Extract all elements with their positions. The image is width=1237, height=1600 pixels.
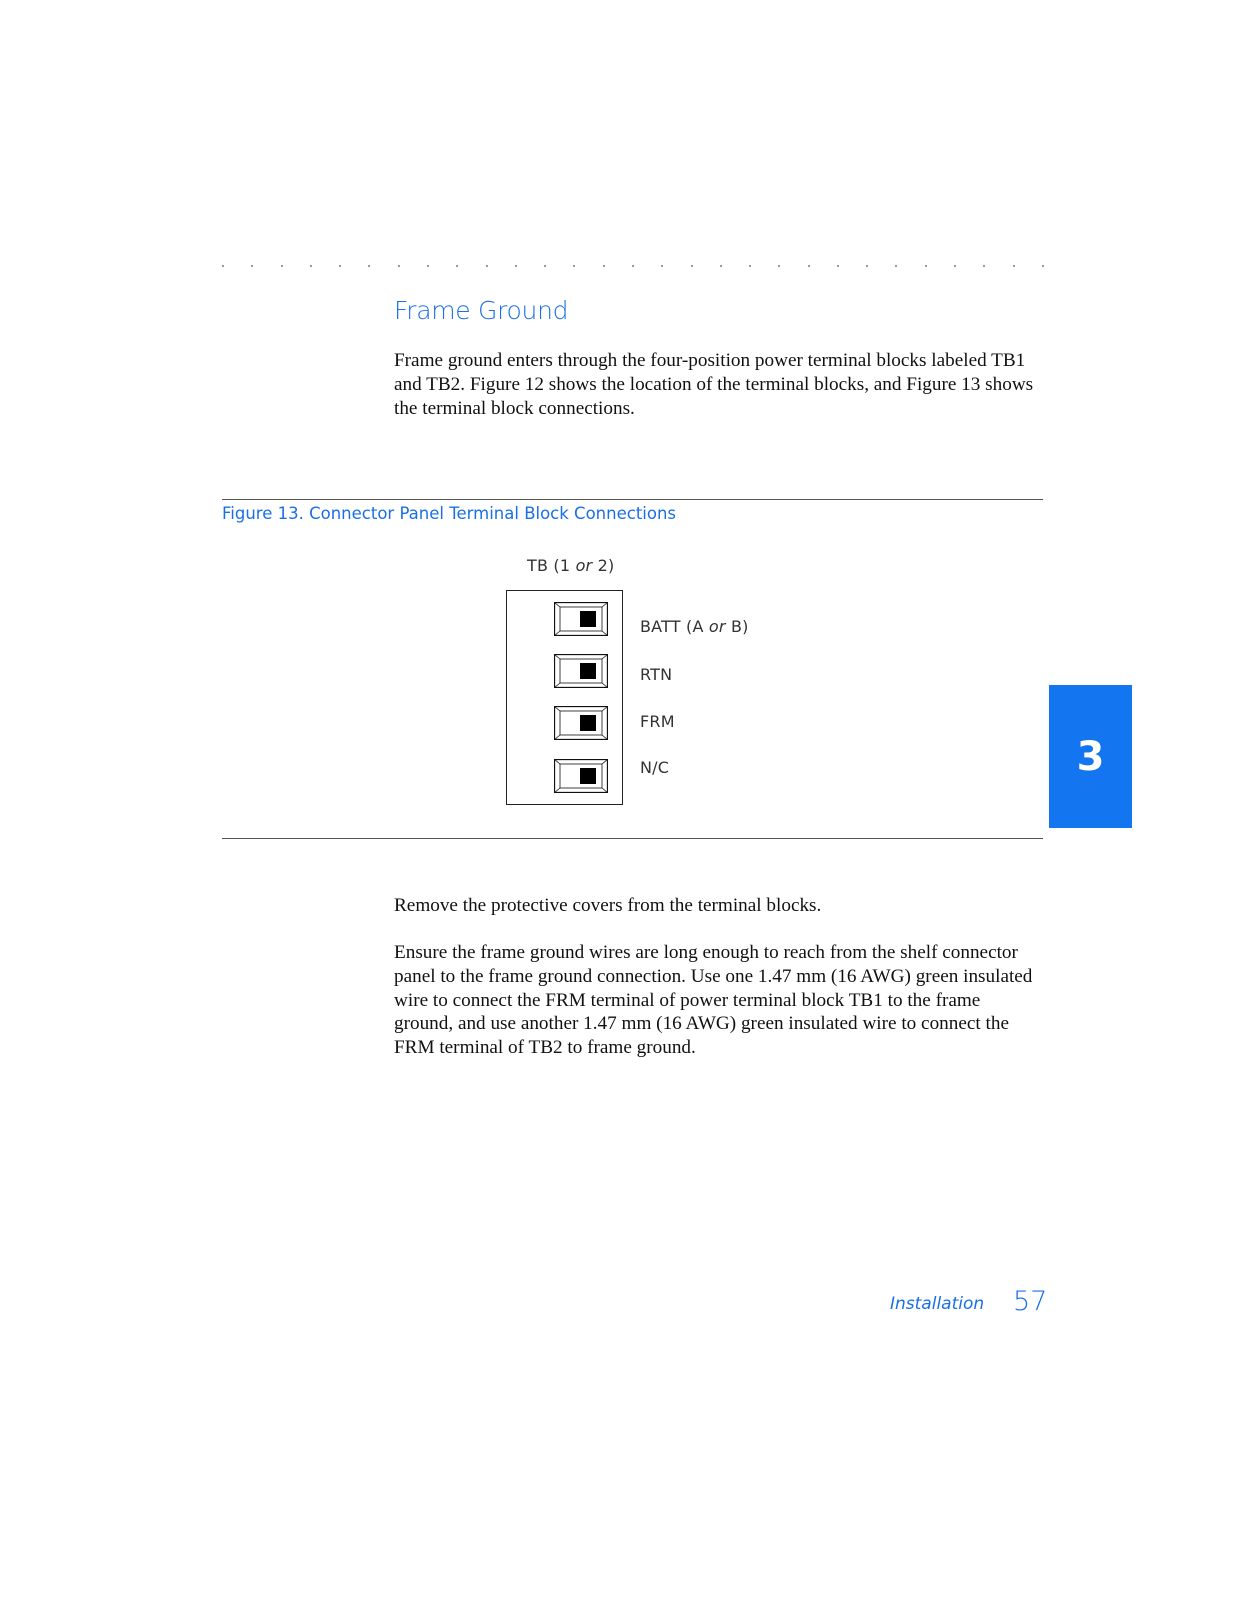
separator-dot bbox=[251, 265, 253, 267]
footer-page-number: 57 bbox=[1013, 1286, 1048, 1317]
figure-caption: Figure 13. Connector Panel Terminal Block Connections bbox=[222, 504, 677, 523]
chapter-tab: 3 bbox=[1049, 685, 1132, 828]
intro-paragraph: Frame ground enters through the four-position power terminal blocks labeled TB1 and TB2. Figure 12 shows the location of the terminal blocks, and Figure 13 shows the terminal block connections. bbox=[394, 350, 1034, 419]
separator-dot bbox=[691, 265, 693, 267]
terminal-label-nc: N/C bbox=[640, 758, 670, 777]
separator-dot bbox=[1013, 265, 1015, 267]
terminal-screw-batt bbox=[554, 602, 608, 636]
separator-dot bbox=[603, 265, 605, 267]
separator-dot bbox=[837, 265, 839, 267]
footer-section-name: Installation bbox=[890, 1294, 985, 1314]
dotted-separator bbox=[222, 265, 1044, 271]
separator-dot bbox=[427, 265, 429, 267]
terminal-label-rtn: RTN bbox=[640, 665, 673, 684]
separator-dot bbox=[632, 265, 634, 267]
terminal-screw-frm bbox=[554, 706, 608, 740]
separator-dot bbox=[398, 265, 400, 267]
separator-dot bbox=[954, 265, 956, 267]
terminal-screw-nc bbox=[554, 759, 608, 793]
terminal-label-batt: BATT (A or B) bbox=[640, 617, 749, 636]
separator-dot bbox=[515, 265, 517, 267]
figure-top-rule bbox=[222, 499, 1043, 500]
terminal-block-label: TB (1 or 2) bbox=[527, 556, 615, 575]
remove-covers-paragraph: Remove the protective covers from the terminal blocks. bbox=[394, 895, 822, 916]
separator-dot bbox=[749, 265, 751, 267]
separator-dot bbox=[866, 265, 868, 267]
separator-dot bbox=[895, 265, 897, 267]
separator-dot bbox=[222, 265, 224, 267]
separator-dot bbox=[1042, 265, 1044, 267]
separator-dot bbox=[486, 265, 488, 267]
terminal-screw-rtn bbox=[554, 654, 608, 688]
figure-bottom-rule bbox=[222, 838, 1043, 839]
separator-dot bbox=[661, 265, 663, 267]
separator-dot bbox=[720, 265, 722, 267]
separator-dot bbox=[925, 265, 927, 267]
separator-dot bbox=[368, 265, 370, 267]
separator-dot bbox=[544, 265, 546, 267]
separator-dot bbox=[983, 265, 985, 267]
separator-dot bbox=[456, 265, 458, 267]
separator-dot bbox=[778, 265, 780, 267]
wiring-paragraph: Ensure the frame ground wires are long enough to reach from the shelf connector panel to the frame ground connection. Use one 1.47 mm (16 AWG) green insulated wire to connect the FRM terminal of power terminal block TB1 to the frame ground, and use another 1.47 mm (16 AWG) green insulated wire to connect the FRM terminal of TB2 to frame ground. bbox=[394, 942, 1033, 1059]
separator-dot bbox=[339, 265, 341, 267]
terminal-label-frm: FRM bbox=[640, 712, 675, 731]
separator-dot bbox=[281, 265, 283, 267]
separator-dot bbox=[808, 265, 810, 267]
section-title: Frame Ground bbox=[394, 296, 569, 325]
separator-dot bbox=[310, 265, 312, 267]
separator-dot bbox=[573, 265, 575, 267]
